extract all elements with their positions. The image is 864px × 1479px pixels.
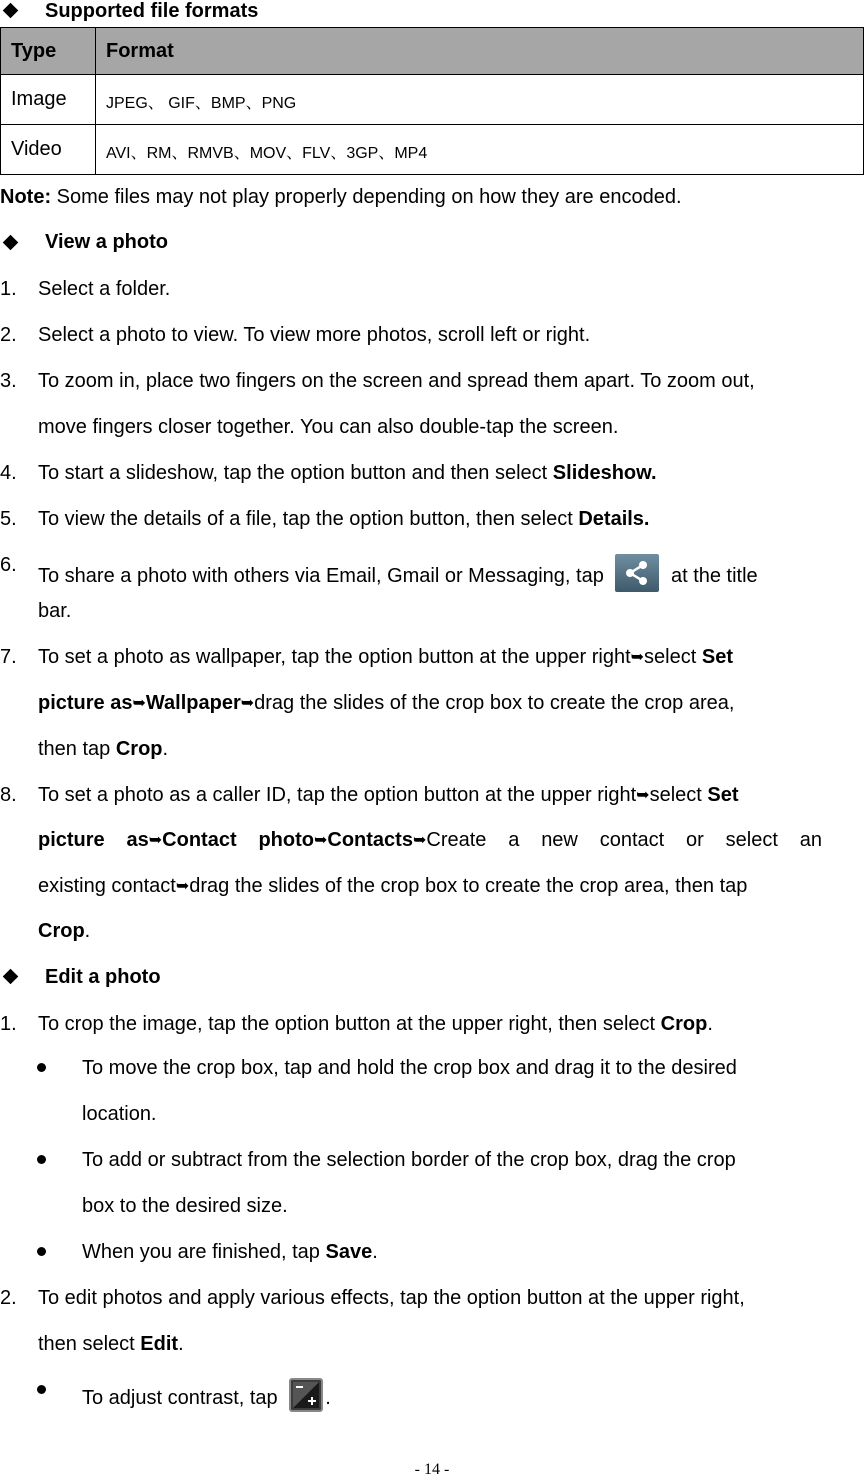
table-cell-format: AVI、RM、RMVB、MOV、FLV、3GP、MP4 xyxy=(96,125,864,175)
arrow-icon: ➥ xyxy=(240,695,255,712)
list-item-continuation: picture as➥Contact photo➥Contacts➥Create a new contact or select an xyxy=(38,829,822,851)
arrow-icon: ➥ xyxy=(636,787,650,804)
table-header-type: Type xyxy=(1,28,96,75)
list-item-continuation: move fingers closer together. You can also double-tap the screen. xyxy=(38,416,619,438)
list-number: 2. xyxy=(0,324,17,346)
slideshow-label: Slideshow. xyxy=(552,462,657,484)
bullet-dot-icon xyxy=(37,1155,46,1164)
table-row xyxy=(1,75,864,125)
bullet-dot-icon xyxy=(37,1385,46,1394)
page-number: - 14 - xyxy=(414,1461,450,1478)
arrow-icon: ➥ xyxy=(148,832,163,849)
table-row xyxy=(1,125,864,175)
list-item: To zoom in, place two fingers on the screen and spread them apart. To zoom out, xyxy=(38,370,755,392)
list-item: Select a folder. xyxy=(38,278,171,300)
list-item: To set a photo as wallpaper, tap the option button at the upper right➥select Set xyxy=(38,646,733,668)
note-label: Note: xyxy=(0,186,52,208)
bullet-diamond-icon xyxy=(2,968,18,984)
list-item: To set a photo as a caller ID, tap the option button at the upper right➥select Set xyxy=(38,784,739,806)
arrow-icon: ➥ xyxy=(630,649,645,666)
bullet-item: When you are finished, tap Save. xyxy=(82,1241,378,1263)
list-item-continuation: then tap Crop. xyxy=(38,738,169,760)
bullet-item-continuation: box to the desired size. xyxy=(82,1195,288,1217)
list-item: Select a photo to view. To view more photos, scroll left or right. xyxy=(38,324,591,346)
list-item-continuation: Crop. xyxy=(38,920,91,942)
table-cell-format: JPEG、 GIF、BMP、PNG xyxy=(96,75,864,125)
contrast-icon xyxy=(289,1378,323,1412)
note-paragraph xyxy=(0,186,682,209)
list-number: 7. xyxy=(0,646,17,668)
heading-view-photo: View a photo xyxy=(45,231,168,253)
arrow-icon: ➥ xyxy=(132,695,146,712)
table-cell-type: Image xyxy=(1,75,96,125)
bullet-dot-icon xyxy=(37,1247,46,1256)
bullet-dot-icon xyxy=(37,1063,46,1072)
details-label: Details. xyxy=(578,508,650,530)
bullet-item-continuation: location. xyxy=(82,1103,157,1125)
list-item-continuation: then select Edit. xyxy=(38,1333,184,1355)
arrow-icon: ➥ xyxy=(412,832,427,849)
list-number: 3. xyxy=(0,370,17,392)
list-item: To view the details of a file, tap the option button, then select Details. xyxy=(38,508,650,530)
share-icon xyxy=(615,554,659,592)
list-item: To start a slideshow, tap the option button and then select Slideshow. xyxy=(38,462,657,484)
list-item: To edit photos and apply various effects, tap the option button at the upper right, xyxy=(38,1287,745,1309)
bullet-diamond-icon xyxy=(2,234,18,250)
table-header-format: Format xyxy=(96,28,864,75)
list-item: To crop the image, tap the option button at the upper right, then select Crop. xyxy=(38,1013,713,1035)
heading-edit-photo: Edit a photo xyxy=(45,966,161,988)
list-number: 6. xyxy=(0,554,17,576)
list-number: 1. xyxy=(0,278,17,300)
list-number: 1. xyxy=(0,1013,17,1035)
bullet-diamond-icon xyxy=(2,2,18,18)
note-text: Some files may not play properly depending on how they are encoded. xyxy=(51,186,682,208)
arrow-icon: ➥ xyxy=(313,832,328,849)
list-item-continuation: existing contact➥drag the slides of the crop box to create the crop area, then tap xyxy=(38,875,748,897)
bullet-item: To add or subtract from the selection border of the crop box, drag the crop xyxy=(82,1149,736,1171)
arrow-icon: ➥ xyxy=(175,878,190,895)
heading-supported-formats: Supported file formats xyxy=(45,0,259,22)
list-number: 2. xyxy=(0,1287,17,1309)
table-cell-type: Video xyxy=(1,125,96,175)
list-item: To share a photo with others via Email, Gmail or Messaging, tap at the title xyxy=(38,554,758,592)
list-number: 4. xyxy=(0,462,17,484)
formats-table xyxy=(0,27,864,175)
list-item-continuation: bar. xyxy=(38,600,72,622)
list-item-continuation: picture as➥Wallpaper➥drag the slides of the crop box to create the crop area, xyxy=(38,692,735,714)
list-number: 8. xyxy=(0,784,17,806)
list-number: 5. xyxy=(0,508,17,530)
bullet-item: To move the crop box, tap and hold the crop box and drag it to the desired xyxy=(82,1057,737,1079)
table-header-row xyxy=(1,28,864,75)
bullet-item: To adjust contrast, tap . xyxy=(82,1378,331,1412)
